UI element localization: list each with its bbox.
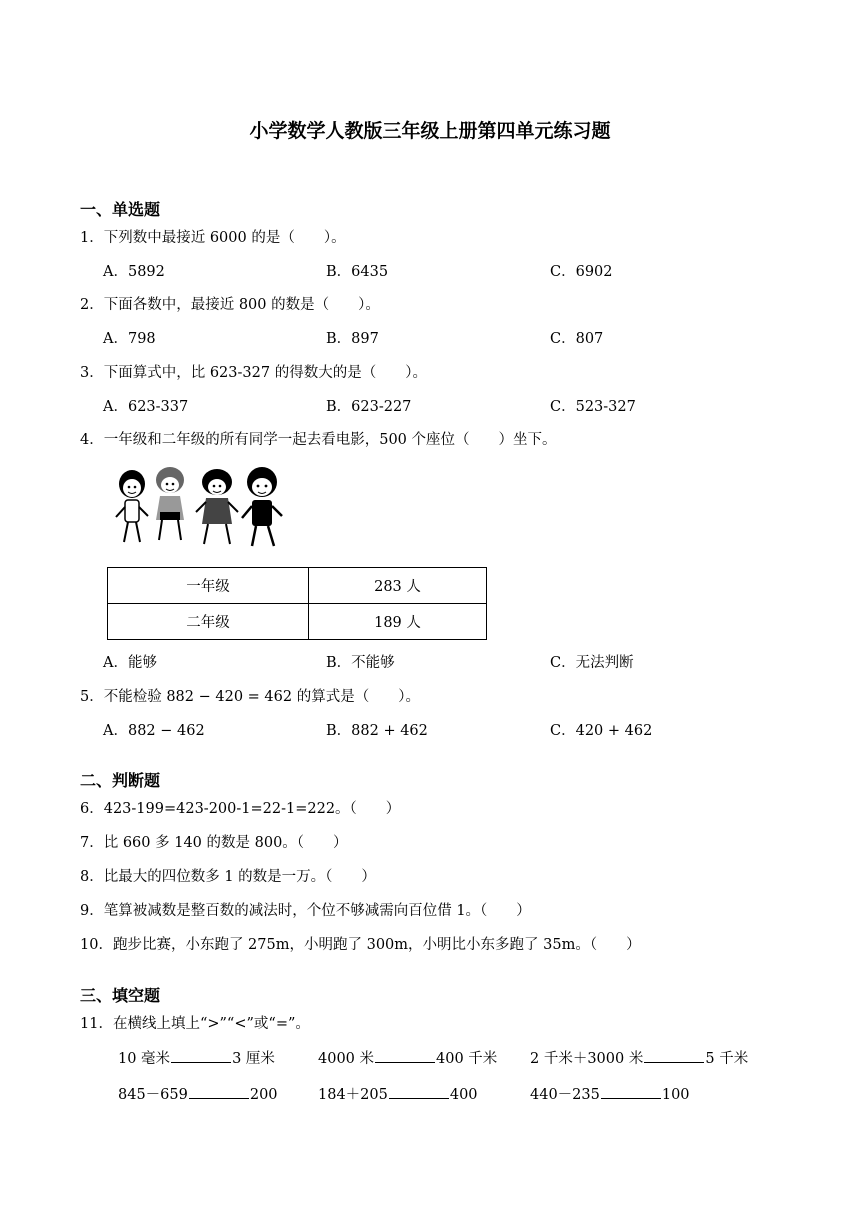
- table-row: [108, 604, 487, 640]
- answer-blank[interactable]: [601, 1084, 661, 1099]
- question-3-stem: 3．下面算式中，比 623-327 的得数大的是（ ）。: [80, 365, 427, 381]
- answer-blank[interactable]: [171, 1048, 231, 1063]
- question-4-option-a: A．能够: [103, 655, 157, 671]
- section-heading-choice: 一、单选题: [80, 200, 161, 219]
- comparison-right: 100: [661, 1087, 690, 1103]
- question-4-stem: 4．一年级和二年级的所有同学一起去看电影，500 个座位（ ）坐下。: [80, 432, 557, 448]
- answer-blank[interactable]: [644, 1048, 704, 1063]
- question-7: 7．比 660 多 140 的数是 800。（ ）: [80, 835, 348, 851]
- comparison-left: 4000 米: [318, 1051, 375, 1067]
- comparison-right: 3 厘米: [232, 1051, 275, 1067]
- question-5-option-c: C．420 + 462: [550, 723, 653, 739]
- comparison-item: [318, 1047, 497, 1068]
- table-row: [108, 568, 487, 604]
- question-2-option-a: A．798: [103, 331, 156, 347]
- question-4-option-c: C．无法判断: [550, 655, 634, 671]
- child-figure: [156, 467, 184, 540]
- comparison-item: [530, 1047, 748, 1068]
- answer-blank[interactable]: [189, 1084, 249, 1099]
- question-2-option-b: B．897: [326, 331, 379, 347]
- child-figure: [116, 470, 148, 542]
- question-1-option-b: B．6435: [326, 264, 389, 280]
- answer-blank[interactable]: [389, 1084, 449, 1099]
- question-6: 6．423-199=423-200-1=22-1=222。（ ）: [80, 801, 401, 817]
- question-9: 9．笔算被减数是整百数的减法时，个位不够减需向百位借 1。（ ）: [80, 903, 531, 919]
- question-5-option-a: A．882 − 462: [103, 723, 205, 739]
- child-figure: [242, 467, 282, 546]
- question-4-option-b: B．不能够: [326, 655, 395, 671]
- comparison-left: 184＋205: [318, 1087, 388, 1103]
- question-1-stem: 1．下列数中最接近 6000 的是（ ）。: [80, 230, 346, 246]
- question-10: 10．跑步比赛，小东跑了 275m，小明跑了 300m，小明比小东多跑了 35m。（ ）: [80, 937, 641, 953]
- child-figure: [196, 469, 238, 544]
- comparison-left: 440－235: [530, 1087, 600, 1103]
- question-5-stem: 5．不能检验 882 − 420 = 462 的算式是（ ）。: [80, 689, 420, 705]
- question-5-option-b: B．882 + 462: [326, 723, 428, 739]
- comparison-item: [530, 1083, 690, 1104]
- comparison-item: [118, 1047, 275, 1068]
- comparison-left: 845－659: [118, 1087, 188, 1103]
- question-2-option-c: C．807: [550, 331, 604, 347]
- section-heading-fill: 三、填空题: [80, 986, 161, 1005]
- page-title: 小学数学人教版三年级上册第四单元练习题: [249, 120, 611, 142]
- question-11-stem: 11．在横线上填上“>”“<”或“=”。: [80, 1016, 310, 1032]
- question-1-option-a: A．5892: [103, 264, 165, 280]
- question-3-option-a: A．623-337: [103, 399, 189, 415]
- section-heading-judge: 二、判断题: [80, 771, 161, 790]
- table-cell-count: 283 人: [309, 568, 487, 604]
- question-3-option-b: B．623-227: [326, 399, 412, 415]
- comparison-left: 10 毫米: [118, 1051, 171, 1067]
- table-cell-count: 189 人: [309, 604, 487, 640]
- comparison-right: 5 千米: [705, 1051, 749, 1067]
- comparison-item: [118, 1083, 278, 1104]
- answer-blank[interactable]: [375, 1048, 435, 1063]
- question-2-stem: 2．下面各数中，最接近 800 的数是（ ）。: [80, 297, 380, 313]
- comparison-left: 2 千米＋3000 米: [530, 1051, 644, 1067]
- question-8: 8．比最大的四位数多 1 的数是一万。（ ）: [80, 869, 376, 885]
- comparison-item: [318, 1083, 478, 1104]
- comparison-right: 200: [249, 1087, 278, 1103]
- question-3-option-c: C．523-327: [550, 399, 636, 415]
- table-cell-grade: 一年级: [108, 568, 309, 604]
- comparison-right: 400 千米: [436, 1051, 498, 1067]
- table-cell-grade: 二年级: [108, 604, 309, 640]
- question-1-option-c: C．6902: [550, 264, 613, 280]
- comparison-right: 400: [449, 1087, 478, 1103]
- children-illustration: [112, 462, 287, 552]
- grade-count-table: [107, 567, 487, 640]
